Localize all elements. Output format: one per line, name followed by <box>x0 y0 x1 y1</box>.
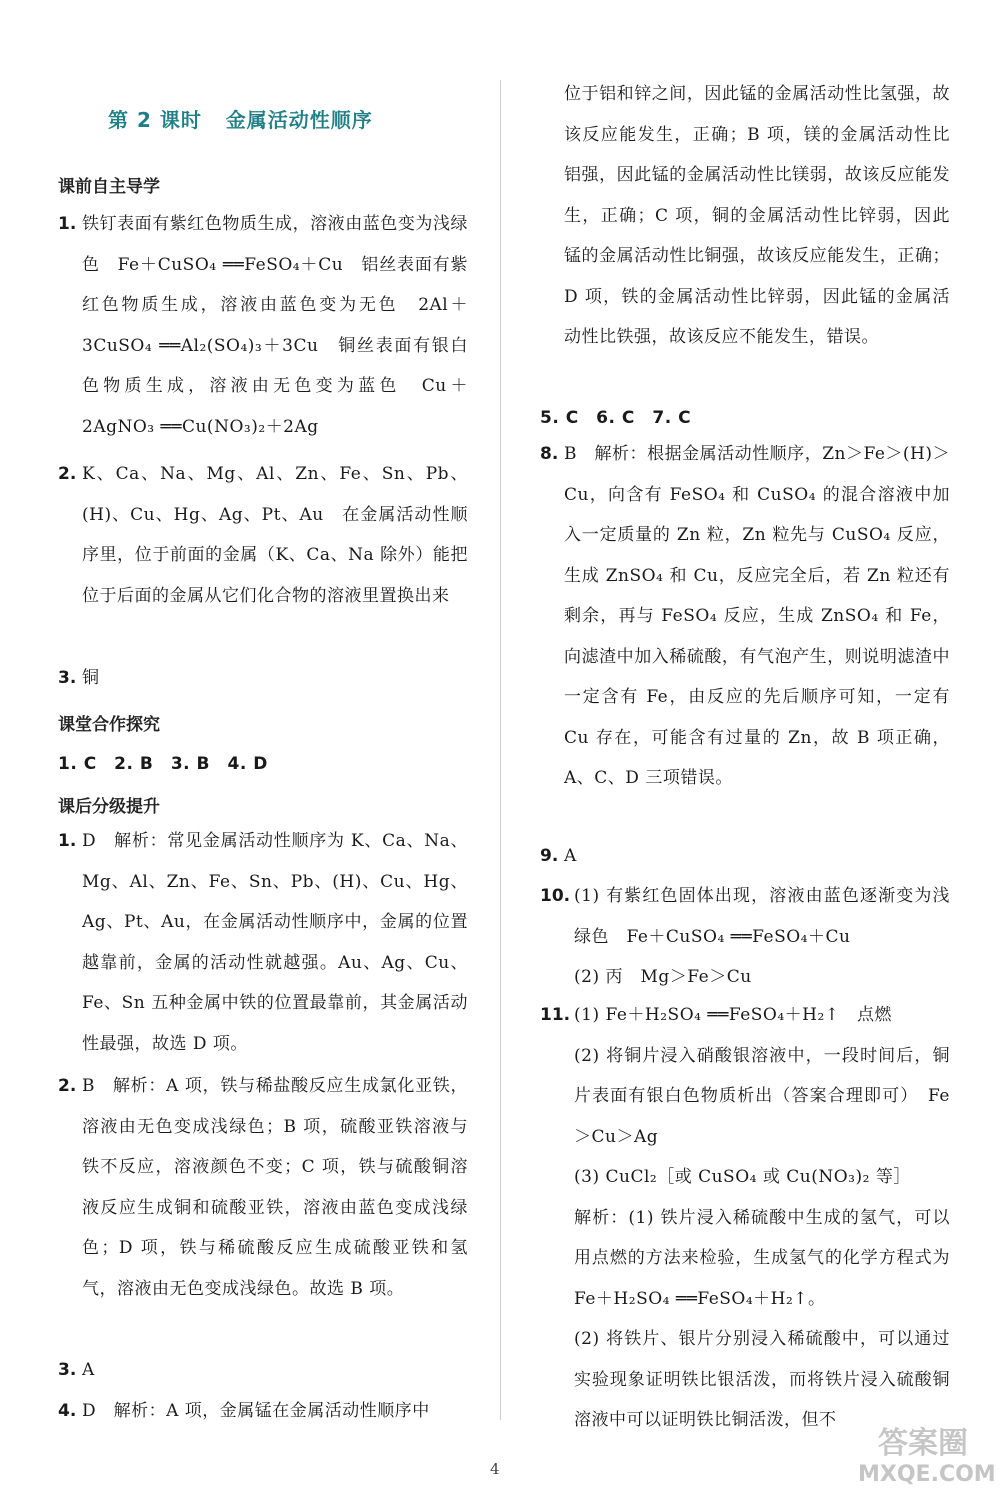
watermark-text: 答案圈 <box>878 1426 968 1461</box>
item-number: 2. <box>58 1076 77 1096</box>
item-number: 9. <box>540 846 559 866</box>
lesson-title: 第 2 课时 金属活动性顺序 <box>108 108 373 132</box>
answer-item <box>58 454 468 616</box>
item-text: (1) 有紫红色固体出现，溶液由蓝色逐渐变为浅绿色 Fe＋CuSO₄ ══FeSO₄＋Cu <box>574 886 950 947</box>
item-number: 3. <box>58 1360 77 1380</box>
answer-item <box>58 1350 468 1391</box>
answer-item <box>58 1391 468 1432</box>
item-text: 铁钉表面有紫红色物质生成，溶液由蓝色变为浅绿色 Fe＋CuSO₄ ══FeSO₄＋Cu 铝丝表面有紫红色物质生成，溶液由蓝色变为无色 2Al＋3CuSO₄ ══Al₂(SO₄)₃＋3Cu 铜丝表面有银白色物质生成，溶液由无色变为蓝色 Cu＋2AgNO₃ ══Cu(NO₃)₂＋2Ag <box>82 214 468 437</box>
item-number: 10. <box>540 886 571 906</box>
item-text: (3) CuCl₂［或 CuSO₄ 或 Cu(NO₃)₂ 等］ <box>574 1167 911 1187</box>
section-heading-preview: 课前自主导学 <box>58 177 160 197</box>
item-text: (2) 将铁片、银片分别浸入稀硫酸中，可以通过实验现象证明铁比银活泼，而将铁片浸入硫酸铜溶液中可以证明铁比铜活泼，但不 <box>574 1329 950 1430</box>
answer-item <box>540 995 950 1441</box>
item-number: 8. <box>540 444 559 464</box>
item-text: 铜 <box>82 668 100 688</box>
item-number: 4. <box>58 1401 77 1421</box>
item-text: A <box>82 1360 95 1380</box>
answer-item <box>58 658 468 699</box>
item-text: 解析：(1) 铁片浸入稀硫酸中生成的氢气，可以用点燃的方法来检验，生成氢气的化学方程式为 Fe＋H₂SO₄ ══FeSO₄＋H₂↑。 <box>574 1207 950 1309</box>
page-number: 4 <box>490 1460 500 1478</box>
item-text: (2) 丙 Mg＞Fe＞Cu <box>574 967 752 987</box>
watermark-logo <box>858 1426 996 1496</box>
item-text: B 解析：A 项，铁与稀盐酸反应生成氯化亚铁，溶液由无色变成浅绿色；B 项，硫酸亚铁溶液与铁不反应，溶液颜色不变；C 项，铁与硫酸铜溶液反应生成铜和硫酸亚铁，溶液由蓝色变成浅绿色；D 项，铁与稀硫酸反应生成硫酸亚铁和氢气，溶液由无色变成浅绿色。故选 B 项。 <box>82 1076 468 1299</box>
item-number: 2. <box>58 464 77 484</box>
answer-item <box>540 876 950 998</box>
item-text: K、Ca、Na、Mg、Al、Zn、Fe、Sn、Pb、(H)、Cu、Hg、Ag、Pt、Au 在金属活动性顺序里，位于前面的金属（K、Ca、Na 除外）能把位于后面的金属从它们化合物的溶液里置换出来 <box>82 464 468 606</box>
item-number: 1. <box>58 831 77 851</box>
item-text: (2) 将铜片浸入硝酸银溶液中，一段时间后，铜片表面有银白色物质析出（答案合理即可） Fe＞Cu＞Ag <box>574 1045 950 1147</box>
answer-item <box>540 836 950 877</box>
answer-item <box>58 1066 468 1309</box>
item-text: (1) Fe＋H₂SO₄ ══FeSO₄＋H₂↑ 点燃 <box>574 1005 893 1025</box>
answer-item-continued <box>540 74 950 358</box>
answer-line: 5. C 6. C 7. C <box>540 408 692 428</box>
item-number: 11. <box>540 1005 571 1025</box>
answer-item <box>58 204 468 447</box>
item-text: D 解析：A 项，金属锰在金属活动性顺序中 <box>82 1401 430 1421</box>
item-text: B 解析：根据金属活动性顺序，Zn＞Fe＞(H)＞Cu，向含有 FeSO₄ 和 CuSO₄ 的混合溶液中加入一定质量的 Zn 粒，Zn 粒先与 CuSO₄ 反应，生成 ZnSO₄ 和 Cu，反应完全后，若 Zn 粒还有剩余，再与 FeSO₄ 反应，生成 ZnSO₄ 和 Fe，向滤渣中加入稀硫酸，有气泡产生，则说明滤渣中一定含有 Fe，由反应的先后顺序可知，一定有 Cu 存在，可能含有过量的 Zn，故 B 项正确，A、C、D 三项错误。 <box>564 444 950 788</box>
section-heading-after: 课后分级提升 <box>58 797 160 817</box>
answer-line: 1. C 2. B 3. B 4. D <box>58 754 268 774</box>
column-divider <box>500 80 501 1420</box>
answer-item <box>540 434 950 799</box>
item-text: 位于铝和锌之间，因此锰的金属活动性比氢强，故该反应能发生，正确；B 项，镁的金属活动性比铝强，因此锰的金属活动性比镁弱，故该反应能发生，正确；C 项，铜的金属活动性比锌弱，因此锰的金属活动性比铜强，故该反应能发生，正确；D 项，铁的金属活动性比锌弱，因此锰的金属活动性比铁强，故该反应不能发生，错误。 <box>564 84 950 347</box>
watermark-url: MXQE.COM <box>858 1462 996 1487</box>
item-number: 3. <box>58 668 77 688</box>
section-heading-classroom: 课堂合作探究 <box>58 715 160 735</box>
item-number: 1. <box>58 214 77 234</box>
answer-item <box>58 821 468 1064</box>
item-text: D 解析：常见金属活动性顺序为 K、Ca、Na、Mg、Al、Zn、Fe、Sn、Pb、(H)、Cu、Hg、Ag、Pt、Au，在金属活动性顺序中，金属的位置越靠前，金属的活动性就越强。Au、Ag、Cu、Fe、Sn 五种金属中铁的位置最靠前，其金属活动性最强，故选 D 项。 <box>82 831 468 1054</box>
item-text: A <box>564 846 577 866</box>
